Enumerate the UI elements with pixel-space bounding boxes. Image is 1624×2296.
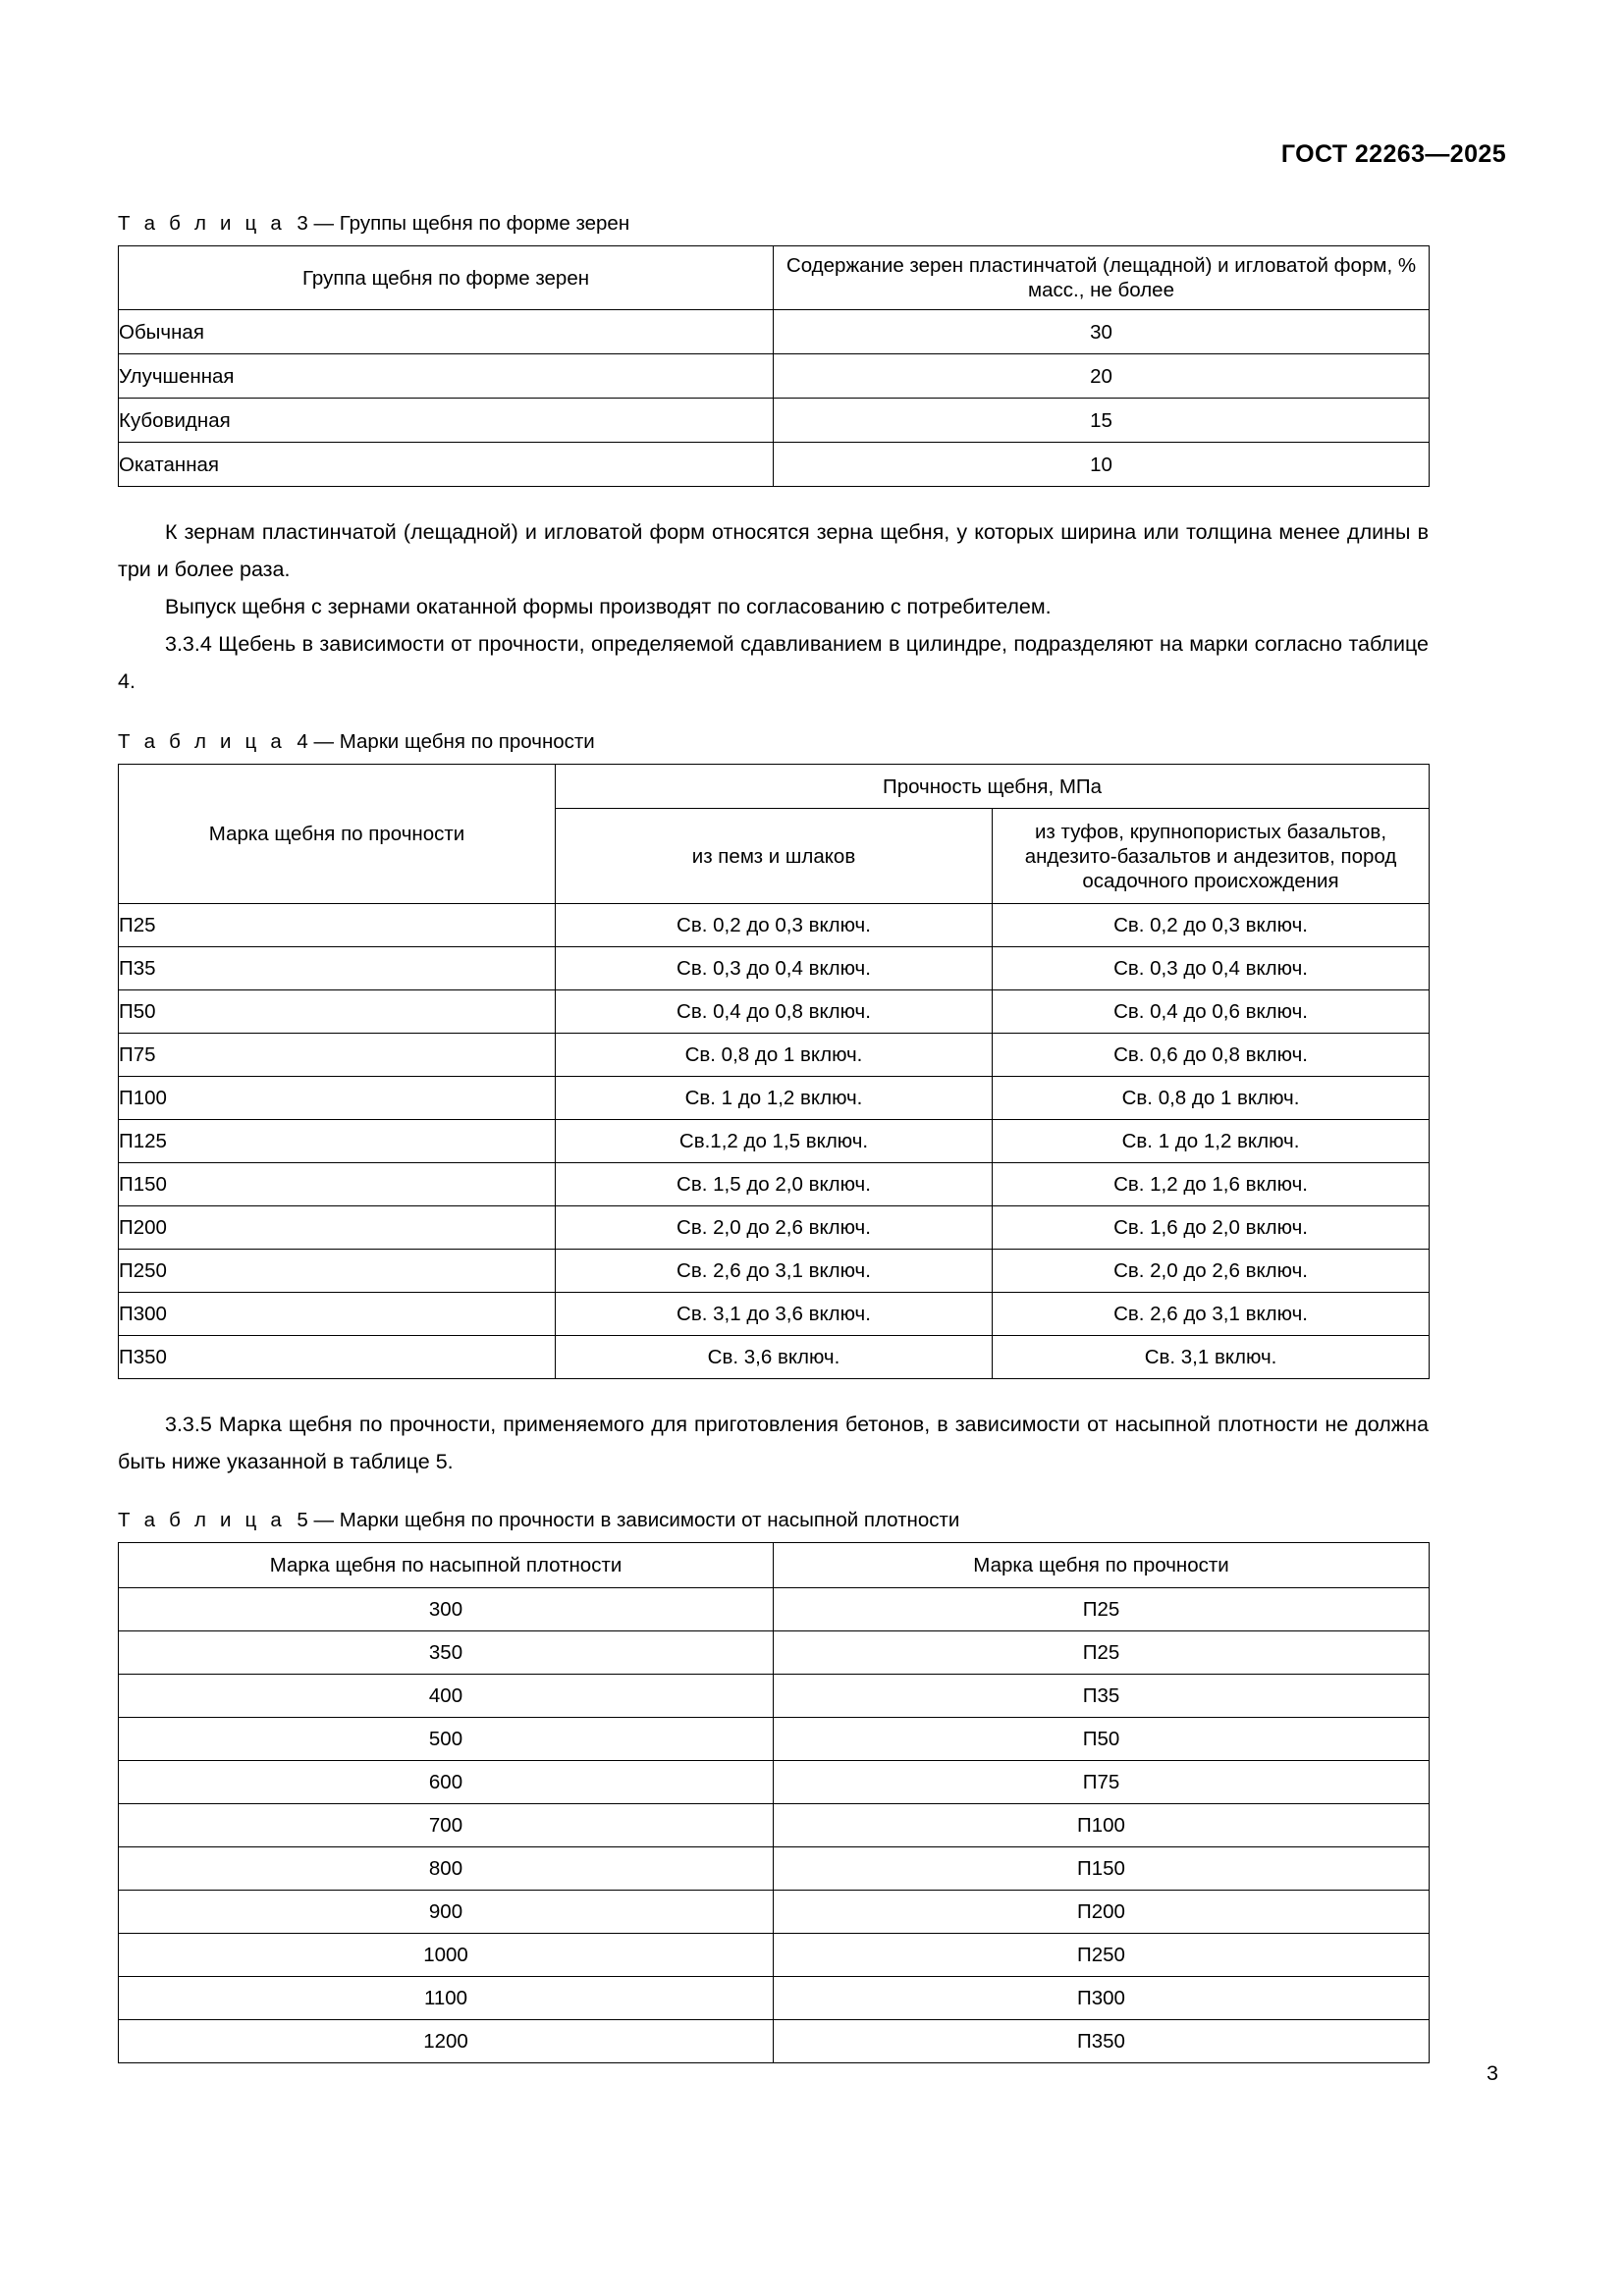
table-row: [119, 1934, 1430, 1977]
table5-cell-density: 1100: [119, 1977, 774, 2020]
table5-cell-strength: П100: [774, 1804, 1430, 1847]
table4-cell-pumice: Св. 3,1 до 3,6 включ.: [556, 1293, 993, 1336]
table3-header-content: Содержание зерен пластинчатой (лещадной) и игловатой форм, % масс., не более: [774, 246, 1430, 310]
table-row: [119, 1034, 1430, 1077]
table-row: [119, 2020, 1430, 2063]
table3-cell-group: Окатанная: [119, 443, 774, 487]
table5-cell-density: 800: [119, 1847, 774, 1891]
table-row: [119, 1077, 1430, 1120]
table-row: [119, 1631, 1430, 1675]
table4-caption: [118, 729, 1429, 755]
table5-cell-strength: П250: [774, 1934, 1430, 1977]
table4-cell-pumice: Св. 0,3 до 0,4 включ.: [556, 947, 993, 990]
table4-caption-label: Т а б л и ц а: [118, 730, 286, 753]
table5-cell-density: 400: [119, 1675, 774, 1718]
table4-cell-tuff: Св. 0,4 до 0,6 включ.: [993, 990, 1430, 1034]
table-row: [119, 1588, 1430, 1631]
table-row: [119, 1847, 1430, 1891]
table3-cell-content: 20: [774, 354, 1430, 399]
table-row: [119, 1804, 1430, 1847]
table5-cell-density: 300: [119, 1588, 774, 1631]
table-row: [119, 1891, 1430, 1934]
table3-caption: [118, 211, 1429, 237]
table3-cell-content: 15: [774, 399, 1430, 443]
table5-cell-strength: П25: [774, 1631, 1430, 1675]
table-row: [119, 443, 1430, 487]
table-row: [119, 904, 1430, 947]
table-4-strength-marks: [118, 764, 1430, 1379]
table4-cell-mark: П35: [119, 947, 556, 990]
table3-caption-dash: —: [313, 212, 335, 235]
table-row: [119, 1293, 1430, 1336]
table-row: [119, 1761, 1430, 1804]
table-row: [119, 1336, 1430, 1379]
table4-cell-tuff: Св. 0,2 до 0,3 включ.: [993, 904, 1430, 947]
table5-cell-density: 700: [119, 1804, 774, 1847]
table5-cell-strength: П200: [774, 1891, 1430, 1934]
table-row: [119, 1977, 1430, 2020]
table5-header-row: [119, 1543, 1430, 1588]
table4-caption-number: 4: [297, 730, 308, 753]
table4-cell-pumice: Св. 1 до 1,2 включ.: [556, 1077, 993, 1120]
table4-cell-mark: П50: [119, 990, 556, 1034]
table5-cell-strength: П350: [774, 2020, 1430, 2063]
table-row: [119, 1718, 1430, 1761]
spacer: [118, 1480, 1429, 1508]
table4-header-mark: Марка щебня по прочности: [119, 765, 556, 904]
table4-cell-tuff: Св. 2,0 до 2,6 включ.: [993, 1250, 1430, 1293]
table5-cell-strength: П75: [774, 1761, 1430, 1804]
table5-cell-density: 500: [119, 1718, 774, 1761]
table4-cell-tuff: Св. 1 до 1,2 включ.: [993, 1120, 1430, 1163]
table4-cell-mark: П25: [119, 904, 556, 947]
table3-caption-title: Группы щебня по форме зерен: [339, 212, 630, 235]
paragraph-block-1: [118, 513, 1429, 700]
table4-header-row-top: [119, 765, 1430, 809]
table5-cell-strength: П50: [774, 1718, 1430, 1761]
table4-cell-mark: П300: [119, 1293, 556, 1336]
table4-cell-tuff: Св. 3,1 включ.: [993, 1336, 1430, 1379]
table4-cell-mark: П125: [119, 1120, 556, 1163]
table5-caption: [118, 1508, 1429, 1533]
table4-cell-pumice: Св. 1,5 до 2,0 включ.: [556, 1163, 993, 1206]
running-header-standard-number: ГОСТ 22263—2025: [1280, 140, 1506, 168]
table5-caption-title: Марки щебня по прочности в зависимости от насыпной плотности: [339, 1509, 960, 1531]
table4-caption-title: Марки щебня по прочности: [339, 730, 595, 753]
table-row: [119, 354, 1430, 399]
table4-cell-mark: П200: [119, 1206, 556, 1250]
table5-cell-density: 350: [119, 1631, 774, 1675]
table5-cell-density: 1200: [119, 2020, 774, 2063]
table3-caption-number: 3: [297, 212, 308, 235]
table5-caption-number: 5: [297, 1509, 308, 1531]
table5-header-density: Марка щебня по насыпной плотности: [119, 1543, 774, 1588]
table-3-shape-groups: [118, 245, 1430, 487]
table4-cell-pumice: Св. 0,2 до 0,3 включ.: [556, 904, 993, 947]
table4-cell-mark: П75: [119, 1034, 556, 1077]
table3-cell-group: Улучшенная: [119, 354, 774, 399]
table5-cell-density: 1000: [119, 1934, 774, 1977]
table4-cell-tuff: Св. 2,6 до 3,1 включ.: [993, 1293, 1430, 1336]
paragraph-block-2: [118, 1406, 1429, 1480]
table4-cell-tuff: Св. 1,2 до 1,6 включ.: [993, 1163, 1430, 1206]
table4-cell-pumice: Св. 0,8 до 1 включ.: [556, 1034, 993, 1077]
table3-cell-content: 10: [774, 443, 1430, 487]
table5-cell-density: 600: [119, 1761, 774, 1804]
table5-cell-strength: П300: [774, 1977, 1430, 2020]
table4-cell-mark: П150: [119, 1163, 556, 1206]
table-row: [119, 399, 1430, 443]
table4-cell-mark: П250: [119, 1250, 556, 1293]
table5-caption-dash: —: [313, 1509, 335, 1531]
table3-header-group: Группа щебня по форме зерен: [119, 246, 774, 310]
table4-cell-pumice: Св.1,2 до 1,5 включ.: [556, 1120, 993, 1163]
page-number: 3: [1487, 2061, 1498, 2085]
table3-caption-label: Т а б л и ц а: [118, 212, 286, 235]
table4-header-pumice: из пемз и шлаков: [556, 809, 993, 904]
table4-caption-dash: —: [313, 730, 335, 753]
table4-cell-mark: П100: [119, 1077, 556, 1120]
table4-cell-tuff: Св. 0,6 до 0,8 включ.: [993, 1034, 1430, 1077]
paragraph-flaky-grains: К зернам пластинчатой (лещадной) и игловатой форм относятся зерна щебня, у которых ширина или толщина менее длины в три и более раза.: [118, 520, 1429, 581]
paragraph-clause-3-3-5: 3.3.5 Марка щебня по прочности, применяемого для приготовления бетонов, в зависимости от насыпной плотности не должна быть ниже указанной в таблице 5.: [118, 1413, 1429, 1473]
table4-cell-pumice: Св. 2,0 до 2,6 включ.: [556, 1206, 993, 1250]
paragraph-clause-3-3-4: 3.3.4 Щебень в зависимости от прочности, определяемой сдавливанием в цилиндре, подразделяют на марки согласно таблице 4.: [118, 632, 1429, 693]
table5-cell-strength: П150: [774, 1847, 1430, 1891]
table4-cell-pumice: Св. 3,6 включ.: [556, 1336, 993, 1379]
table-5-density-strength: [118, 1542, 1430, 2063]
table-row: [119, 990, 1430, 1034]
table-row: [119, 310, 1430, 354]
table3-cell-group: Кубовидная: [119, 399, 774, 443]
table4-header-tuff: из туфов, крупнопористых базальтов, андезито-базальтов и андезитов, пород осадочного происхождения: [993, 809, 1430, 904]
paragraph-rounded-grains: Выпуск щебня с зернами окатанной формы производят по согласованию с потребителем.: [165, 595, 1052, 618]
table4-cell-mark: П350: [119, 1336, 556, 1379]
table-row: [119, 1675, 1430, 1718]
table4-cell-tuff: Св. 1,6 до 2,0 включ.: [993, 1206, 1430, 1250]
table4-header-strength-span: Прочность щебня, МПа: [556, 765, 1430, 809]
table5-cell-density: 900: [119, 1891, 774, 1934]
table4-cell-pumice: Св. 2,6 до 3,1 включ.: [556, 1250, 993, 1293]
table5-caption-label: Т а б л и ц а: [118, 1509, 286, 1531]
table3-cell-group: Обычная: [119, 310, 774, 354]
table4-cell-pumice: Св. 0,4 до 0,8 включ.: [556, 990, 993, 1034]
table3-header-row: [119, 246, 1430, 310]
table-row: [119, 1250, 1430, 1293]
spacer: [118, 700, 1429, 729]
page-content: [118, 211, 1429, 2063]
table5-cell-strength: П25: [774, 1588, 1430, 1631]
table3-cell-content: 30: [774, 310, 1430, 354]
table-row: [119, 1163, 1430, 1206]
table-row: [119, 1120, 1430, 1163]
table4-cell-tuff: Св. 0,3 до 0,4 включ.: [993, 947, 1430, 990]
table4-cell-tuff: Св. 0,8 до 1 включ.: [993, 1077, 1430, 1120]
table5-cell-strength: П35: [774, 1675, 1430, 1718]
table5-header-strength: Марка щебня по прочности: [774, 1543, 1430, 1588]
table-row: [119, 947, 1430, 990]
table-row: [119, 1206, 1430, 1250]
